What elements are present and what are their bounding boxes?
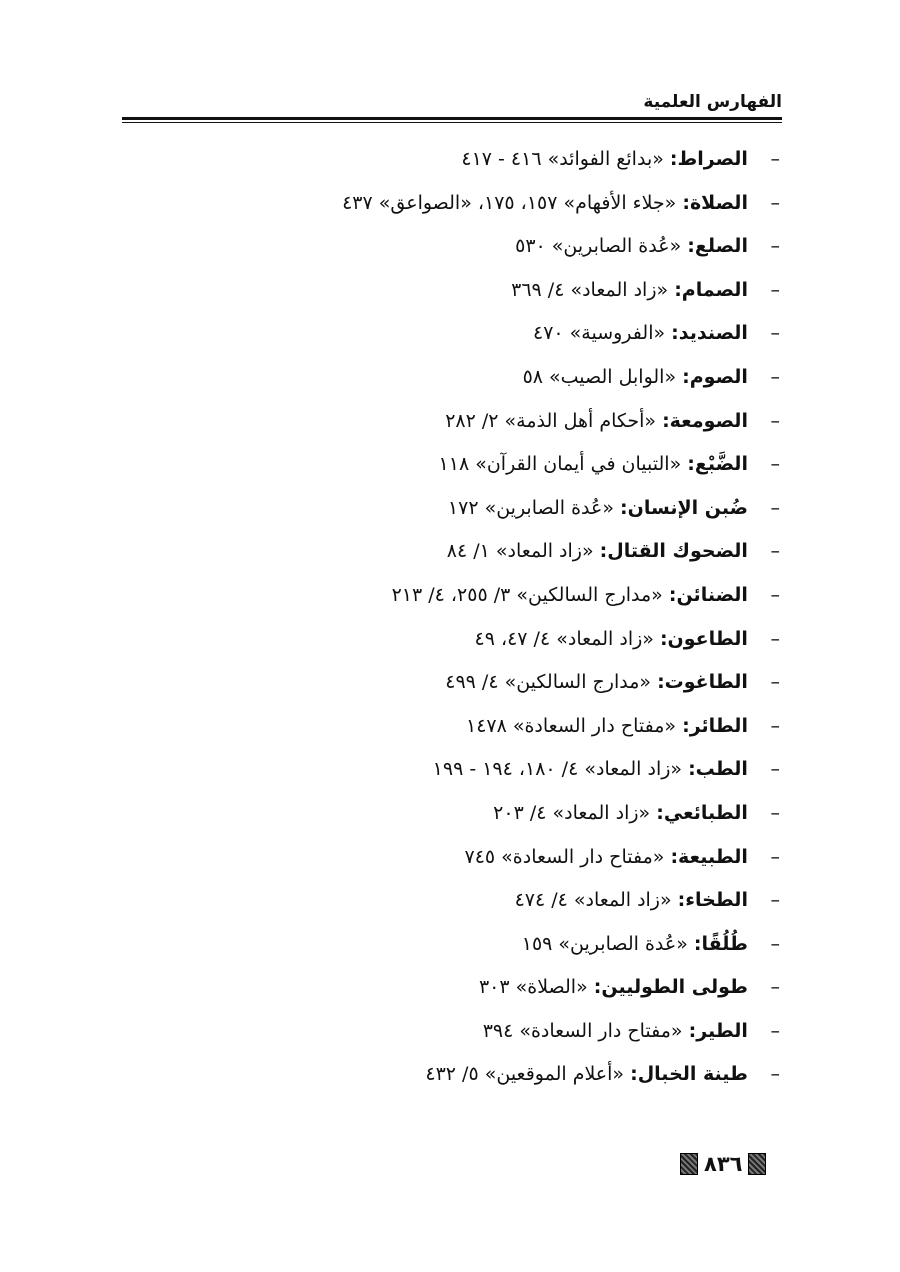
index-entry [300,356,780,400]
entry-reference: «عُدة الصابرين» ١٧٢ [447,496,614,519]
index-entry [300,400,780,444]
entry-term: الصراط: [669,148,748,170]
index-entry [300,312,780,356]
entry-term: الطاعون: [659,627,748,650]
entry-reference: «زاد المعاد» ٤/ ٢٠٣ [493,801,651,824]
index-entry [300,530,780,574]
entry-reference: «بدائع الفوائد» ٤١٦ - ٤١٧ [461,148,664,170]
entry-term: الطائر: [682,714,748,737]
index-entry [300,748,780,792]
index-entry [300,1053,780,1097]
dash-bullet: – [770,976,780,999]
entry-reference: «التبيان في أيمان القرآن» ١١٨ [438,453,682,476]
index-entry [300,487,780,531]
dash-bullet: – [770,932,780,955]
entry-reference: «مفتاح دار السعادة» ١٤٧٨ [465,714,677,737]
ornament-right-icon [748,1153,766,1175]
header-rule-thick [122,117,782,120]
index-entry [300,923,780,967]
index-entry [300,225,780,269]
dash-bullet: – [770,278,780,301]
index-entry [300,836,780,880]
dash-bullet: – [770,758,780,781]
dash-bullet: – [770,714,780,737]
entry-reference: «جلاء الأفهام» ١٥٧، ١٧٥، «الصواعق» ٤٣٧ [342,191,677,214]
dash-bullet: – [770,496,780,519]
entry-reference: «زاد المعاد» ٤/ ٣٦٩ [511,278,669,301]
dash-bullet: – [770,148,780,170]
ornament-left-icon [680,1153,698,1175]
entry-term: طُلُقًا: [693,932,748,955]
entry-reference: «مفتاح دار السعادة» ٧٤٥ [464,845,665,868]
page-number: ٨٣٦ [704,1152,743,1176]
dash-bullet: – [770,1063,780,1086]
dash-bullet: – [770,409,780,432]
dash-bullet: – [770,583,780,606]
entry-reference: «مدارج السالكين» ٤/ ٤٩٩ [445,671,652,694]
header-rule-thin [122,122,782,123]
dash-bullet: – [770,191,780,214]
index-entry [300,879,780,923]
entry-reference: «أعلام الموقعين» ٥/ ٤٣٢ [425,1063,625,1086]
page-footer [680,1152,780,1186]
entry-term: الضحوك القتال: [599,540,748,563]
index-entry [300,792,780,836]
entry-term: الصوم: [682,365,748,388]
index-entry [300,269,780,313]
entry-reference: «الوابل الصيب» ٥٨ [522,365,677,388]
entry-term: الطبيعة: [670,845,748,868]
index-entry [300,138,780,182]
dash-bullet: – [770,801,780,824]
entry-term: الطبائعي: [656,801,748,824]
entry-term: الصمام: [674,278,748,301]
entry-term: الطاغوت: [657,671,748,694]
entry-reference: «زاد المعاد» ٤/ ٤٧، ٤٩ [474,627,654,650]
entry-reference: «الصلاة» ٣٠٣ [478,976,588,999]
entry-term: الضنائن: [668,583,748,606]
entry-term: الطير: [688,1019,748,1042]
dash-bullet: – [770,1019,780,1042]
index-entry [300,443,780,487]
entry-reference: «عُدة الصابرين» ١٥٩ [521,932,688,955]
entry-term: طولى الطوليين: [593,976,748,999]
entry-term: الطخاء: [677,889,748,912]
index-entry [300,966,780,1010]
entry-reference: «أحكام أهل الذمة» ٢/ ٢٨٢ [445,409,657,432]
index-entry [300,661,780,705]
index-entries [300,138,780,1097]
entry-term: الصومعة: [662,409,748,432]
running-title: الفهارس العلمية [643,92,782,112]
entry-term: الضَّبْع: [687,453,748,476]
entry-term: الطب: [688,758,748,781]
entry-reference: «مفتاح دار السعادة» ٣٩٤ [482,1019,683,1042]
dash-bullet: – [770,671,780,694]
entry-reference: «زاد المعاد» ١/ ٨٤ [446,540,594,563]
entry-reference: «عُدة الصابرين» ٥٣٠ [515,235,682,258]
entry-reference: «زاد المعاد» ٤/ ٤٧٤ [514,889,672,912]
entry-term: طينة الخبال: [630,1063,748,1086]
entry-term: الصنديد: [671,322,748,345]
dash-bullet: – [770,235,780,258]
entry-reference: «زاد المعاد» ٤/ ١٨٠، ١٩٤ - ١٩٩ [432,758,683,781]
index-entry [300,182,780,226]
index-entry [300,1010,780,1054]
entry-reference: «مدارج السالكين» ٣/ ٢٥٥، ٤/ ٢١٣ [391,583,663,606]
index-entry [300,618,780,662]
entry-term: الصلاة: [682,191,748,214]
page-header [122,86,782,126]
dash-bullet: – [770,365,780,388]
index-entry [300,705,780,749]
dash-bullet: – [770,453,780,476]
entry-term: ضُبن الإنسان: [620,496,748,519]
dash-bullet: – [770,322,780,345]
dash-bullet: – [770,889,780,912]
dash-bullet: – [770,540,780,563]
index-entry [300,574,780,618]
dash-bullet: – [770,845,780,868]
dash-bullet: – [770,627,780,650]
entry-reference: «الفروسية» ٤٧٠ [533,322,666,345]
entry-term: الصلع: [687,235,748,258]
